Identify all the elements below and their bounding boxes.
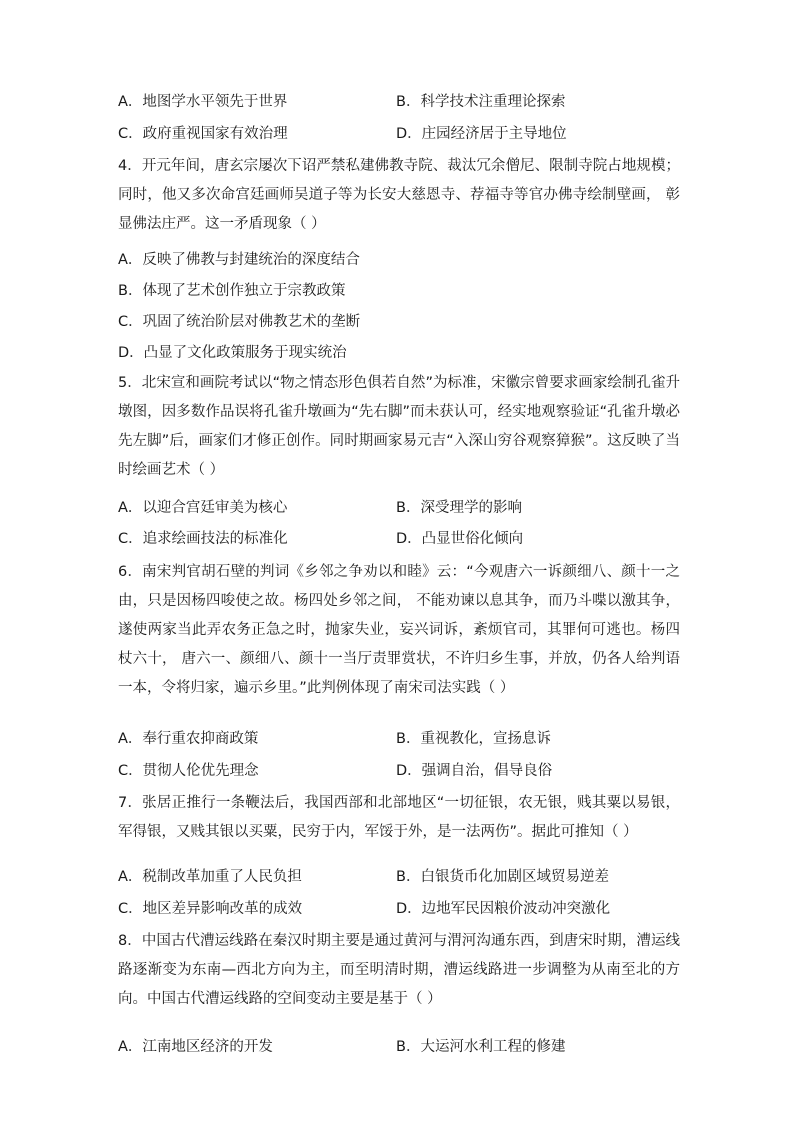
q8-option-b: B．大运河水利工程的修建 bbox=[396, 1039, 566, 1055]
q7-option-d: D．边地军民因粮价波动冲突激化 bbox=[396, 901, 611, 917]
q3-option-d: D．庄园经济居于主导地位 bbox=[396, 126, 567, 142]
q4-option-a: A．反映了佛教与封建统治的深度结合 bbox=[118, 252, 360, 268]
q8-stem: 8．中国古代漕运线路在秦汉时期主要是通过黄河与渭河沟通东西，到唐宋时期，漕运线路逐渐变为东南—西北方向为主，而至明清时期，漕运线路进一步调整为从南至北的方向。中国古代漕运线路的空间变动主要是基于（ ） bbox=[118, 933, 680, 1007]
q5-option-b: B．深受理学的影响 bbox=[396, 500, 522, 516]
q6-option-c: C．贯彻人伦优先理念 bbox=[118, 763, 259, 779]
q7-stem: 7．张居正推行一条鞭法后，我国西部和北部地区“一切征银，农无银，贱其粟以易银，军得银，又贱其银以买粟，民穷于内，军馁于外，是一法两伤”。据此可推知（ ） bbox=[118, 795, 680, 840]
q5-option-c: C．追求绘画技法的标准化 bbox=[118, 531, 288, 547]
q4-stem: 4．开元年间，唐玄宗屡次下诏严禁私建佛教寺院、裁汰冗余僧尼、限制寺院占地规模；同时，他又多次命宫廷画师吴道子等为长安大慈恩寺、荐福寺等官办佛寺绘制壁画， 彰显佛法庄严。这一矛盾现象（ ） bbox=[118, 158, 680, 232]
q6-option-d: D．强调自治，倡导良俗 bbox=[396, 763, 553, 779]
q3-option-a: A．地图学水平领先于世界 bbox=[118, 94, 288, 110]
q4-option-b: B．体现了艺术创作独立于宗教政策 bbox=[118, 283, 346, 299]
q5-stem: 5．北宋宣和画院考试以“物之情态形色俱若自然”为标准，宋徽宗曾要求画家绘制孔雀升墩图，因多数作品误将孔雀升墩画为“先右脚”而未获认可，经实地观察验证“孔雀升墩必先左脚”后，画家们才修正创作。同时期画家易元吉“入深山穷谷观察獐猴”。这反映了当时绘画艺术（ ） bbox=[118, 375, 680, 478]
q4-option-d: D．凸显了文化政策服务于现实统治 bbox=[118, 345, 347, 361]
q3-option-b: B．科学技术注重理论探索 bbox=[396, 94, 566, 110]
q7-option-c: C．地区差异影响改革的成效 bbox=[118, 901, 303, 917]
q8-option-a: A．江南地区经济的开发 bbox=[118, 1039, 273, 1055]
q3-option-c: C．政府重视国家有效治理 bbox=[118, 126, 288, 142]
q4-option-c: C．巩固了统治阶层对佛教艺术的垄断 bbox=[118, 314, 361, 330]
q7-option-a: A．税制改革加重了人民负担 bbox=[118, 869, 302, 885]
q6-option-a: A．奉行重农抑商政策 bbox=[118, 731, 259, 747]
q6-stem: 6．南宋判官胡石壁的判词《乡邻之争劝以和睦》云：“今观唐六一诉颜细八、颜十一之由，只是因杨四唆使之故。杨四处乡邻之间， 不能劝谏以息其争，而乃斗喋以激其争，遂使两家当此弄农务正急之时，抛家失业，妄兴词诉，紊烦官司，其罪何可逃也。杨四杖六十， 唐六一、颜细八、颜十一当厅责罪赏状，不许归乡生事，并放，仍各人给判语一本，令将归家，遍示乡里。”此判例体现了南宋司法实践（ ） bbox=[118, 564, 680, 696]
q7-option-b: B．白银货币化加剧区域贸易逆差 bbox=[396, 869, 609, 885]
q5-option-d: D．凸显世俗化倾向 bbox=[396, 531, 524, 547]
q6-option-b: B．重视教化，宣扬息诉 bbox=[396, 731, 551, 747]
q5-option-a: A．以迎合宫廷审美为核心 bbox=[118, 500, 288, 516]
